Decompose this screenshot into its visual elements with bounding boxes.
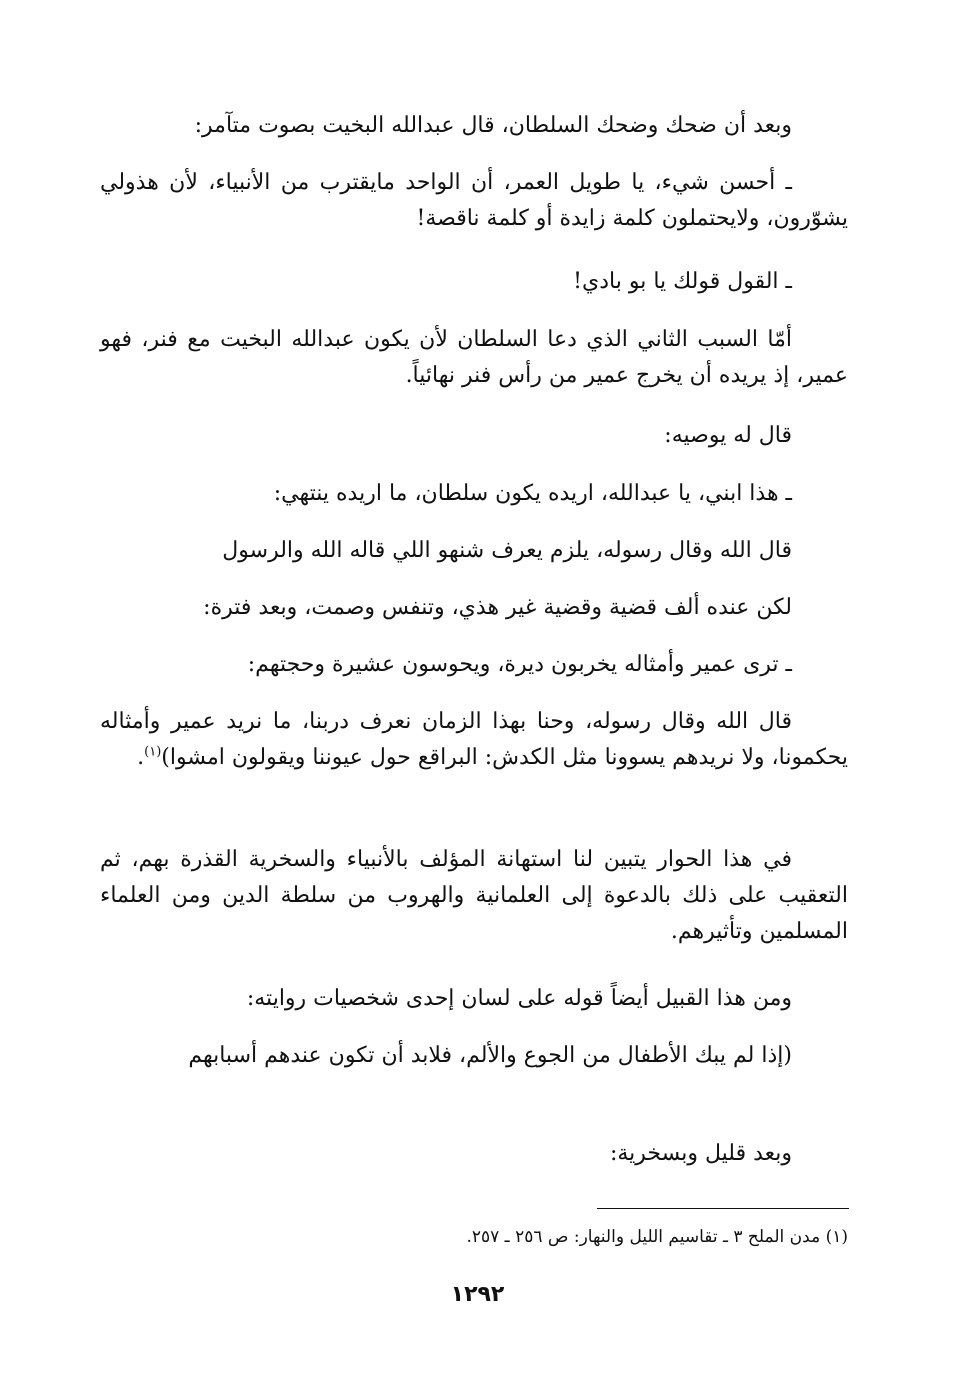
paragraph-7: قال الله وقال رسوله، يلزم يعرف شنهو اللي قاله الله والرسول bbox=[222, 538, 792, 563]
paragraph-2: ـ أحسن شيء، يا طويل العمر، أن الواحد مايقترب من الأنبياء، لأن هذولي يشوّرون، ولايحتملون كلمة زايدة أو كلمة ناقصة! bbox=[100, 170, 848, 231]
paragraph-6: ـ هذا ابني، يا عبدالله، اريده يكون سلطان، ما اريده ينتهي: bbox=[273, 481, 792, 506]
paragraph-10 bbox=[100, 704, 848, 776]
paragraph-13: (إذا لم يبك الأطفال من الجوع والألم، فلابد أن تكون عندهم أسبابهم bbox=[188, 1043, 792, 1068]
paragraph-1: وبعد أن ضحك وضحك السلطان، قال عبدالله البخيت بصوت متآمر: bbox=[194, 113, 792, 138]
paragraph-11: في هذا الحوار يتبين لنا استهانة المؤلف بالأنبياء والسخرية القذرة بهم، ثم التعقيب على ذلك بالدعوة إلى العلمانية والهروب من سلطة الدين ومن العلماء المسلمين وتأثيرهم. bbox=[100, 847, 848, 944]
paragraph-8: لكن عنده ألف قضية وقضية غير هذي، وتنفس وصمت، وبعد فترة: bbox=[203, 595, 792, 620]
paragraph-5: قال له يوصيه: bbox=[664, 423, 792, 448]
paragraph-3: ـ القول قولك يا بو بادي! bbox=[573, 269, 792, 294]
footnote-marker: (١) bbox=[144, 744, 162, 760]
paragraph-9: ـ ترى عمير وأمثاله يخربون ديرة، ويحوسون عشيرة وحجتهم: bbox=[247, 652, 792, 677]
paragraph-4: أمّا السبب الثاني الذي دعا السلطان لأن يكون عبدالله البخيت مع فنر، فهو عمير، إذ يريده أن يخرج عمير من رأس فنر نهائياً. bbox=[100, 327, 848, 388]
page-number: ١٢٩٢ bbox=[450, 1282, 505, 1307]
footnote-divider bbox=[597, 1208, 849, 1209]
paragraph-12: ومن هذا القبيل أيضاً قوله على لسان إحدى شخصيات روايته: bbox=[246, 986, 792, 1011]
paragraph-10-end: . bbox=[137, 745, 145, 770]
paragraph-14: وبعد قليل وبسخرية: bbox=[609, 1141, 792, 1166]
paragraph-10-text: قال الله وقال رسوله، وحنا بهذا الزمان نعرف دربنا، ما نريد عمير وأمثاله يحكمونا، ولا نريدهم يسوونا مثل الكدش: البراقع حول عيوننا ويقولون امشوا) bbox=[100, 709, 848, 770]
footnote: (١) مدن الملح ٣ ـ تقاسيم الليل والنهار: ص ٢٥٦ ـ ٢٥٧. bbox=[466, 1227, 848, 1247]
